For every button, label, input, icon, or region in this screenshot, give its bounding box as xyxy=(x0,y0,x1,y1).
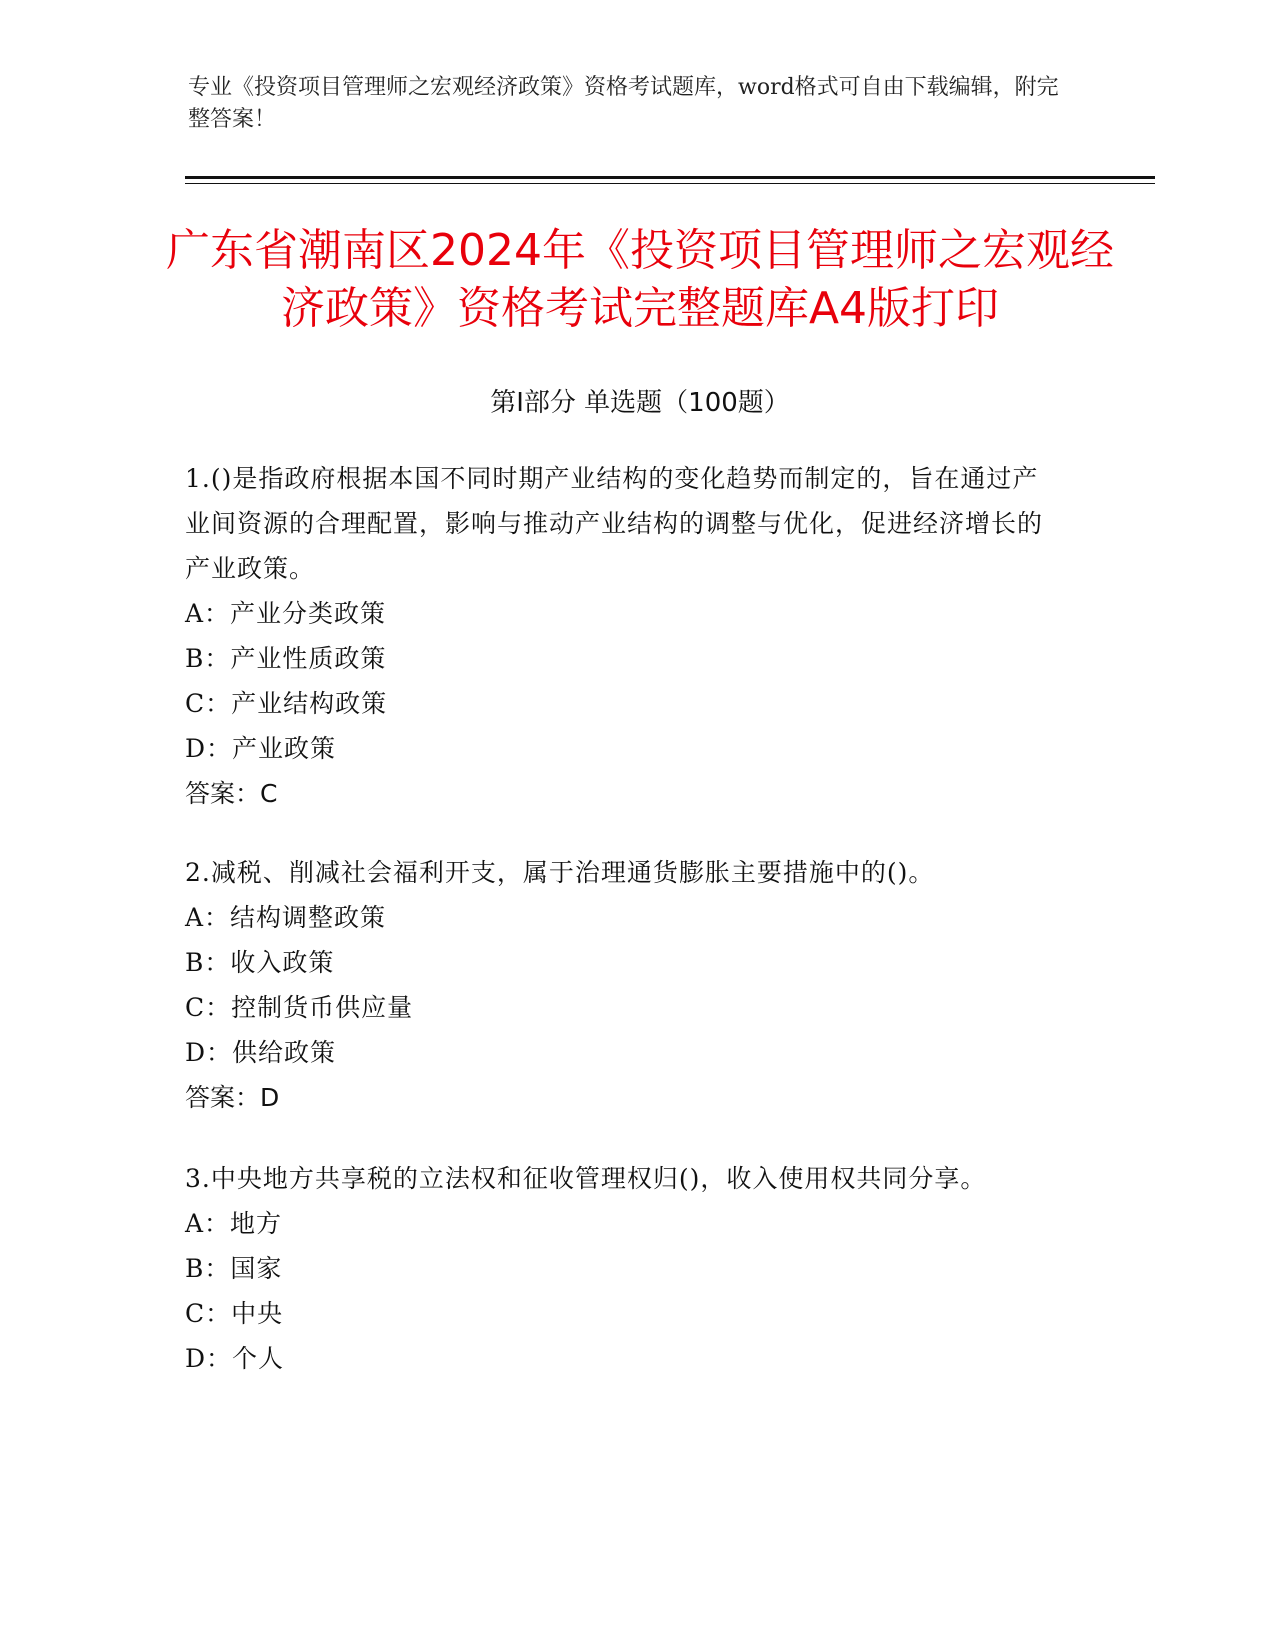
answer-line xyxy=(185,771,1055,816)
question-1 xyxy=(185,456,1055,816)
question-stem: 2.减税、削减社会福利开支，属于治理通货膨胀主要措施中的()。 xyxy=(185,858,935,887)
option-c: C：控制货币供应量 xyxy=(185,993,414,1022)
answer-label: 答案： xyxy=(185,1083,261,1112)
question-stem: 3.中央地方共享税的立法权和征收管理权归()，收入使用权共同分享。 xyxy=(185,1164,987,1193)
option-c: C：产业结构政策 xyxy=(185,689,388,718)
option-b: B：产业性质政策 xyxy=(185,644,387,673)
answer-value: C xyxy=(260,779,278,808)
answer-line xyxy=(185,1075,1055,1120)
answer-label: 答案： xyxy=(185,779,261,808)
document-title: 广东省潮南区2024年《投资项目管理师之宏观经济政策》资格考试完整题库A4版打印 xyxy=(166,225,1114,334)
option-a: A：结构调整政策 xyxy=(185,903,387,932)
header-divider-thick xyxy=(185,176,1155,179)
question-2 xyxy=(185,850,1055,1120)
option-a: A：地方 xyxy=(185,1209,283,1238)
question-stem: 1.()是指政府根据本国不同时期产业结构的变化趋势而制定的，旨在通过产业间资源的合理配置，影响与推动产业结构的调整与优化，促进经济增长的产业政策。 xyxy=(185,464,1044,583)
option-b: B：收入政策 xyxy=(185,948,335,977)
option-d: D：产业政策 xyxy=(185,734,337,763)
option-d: D：供给政策 xyxy=(185,1038,337,1067)
option-d: D：个人 xyxy=(185,1344,285,1373)
option-a: A：产业分类政策 xyxy=(185,599,387,628)
question-3 xyxy=(185,1156,1055,1381)
header-note: 专业《投资项目管理师之宏观经济政策》资格考试题库，word格式可自由下载编辑，附完整答案！ xyxy=(188,75,1059,132)
section-title: 第I部分 单选题（100题） xyxy=(490,388,790,418)
option-b: B：国家 xyxy=(185,1254,283,1283)
answer-value: D xyxy=(260,1083,280,1112)
header-divider-thin xyxy=(185,183,1155,184)
option-c: C：中央 xyxy=(185,1299,284,1328)
